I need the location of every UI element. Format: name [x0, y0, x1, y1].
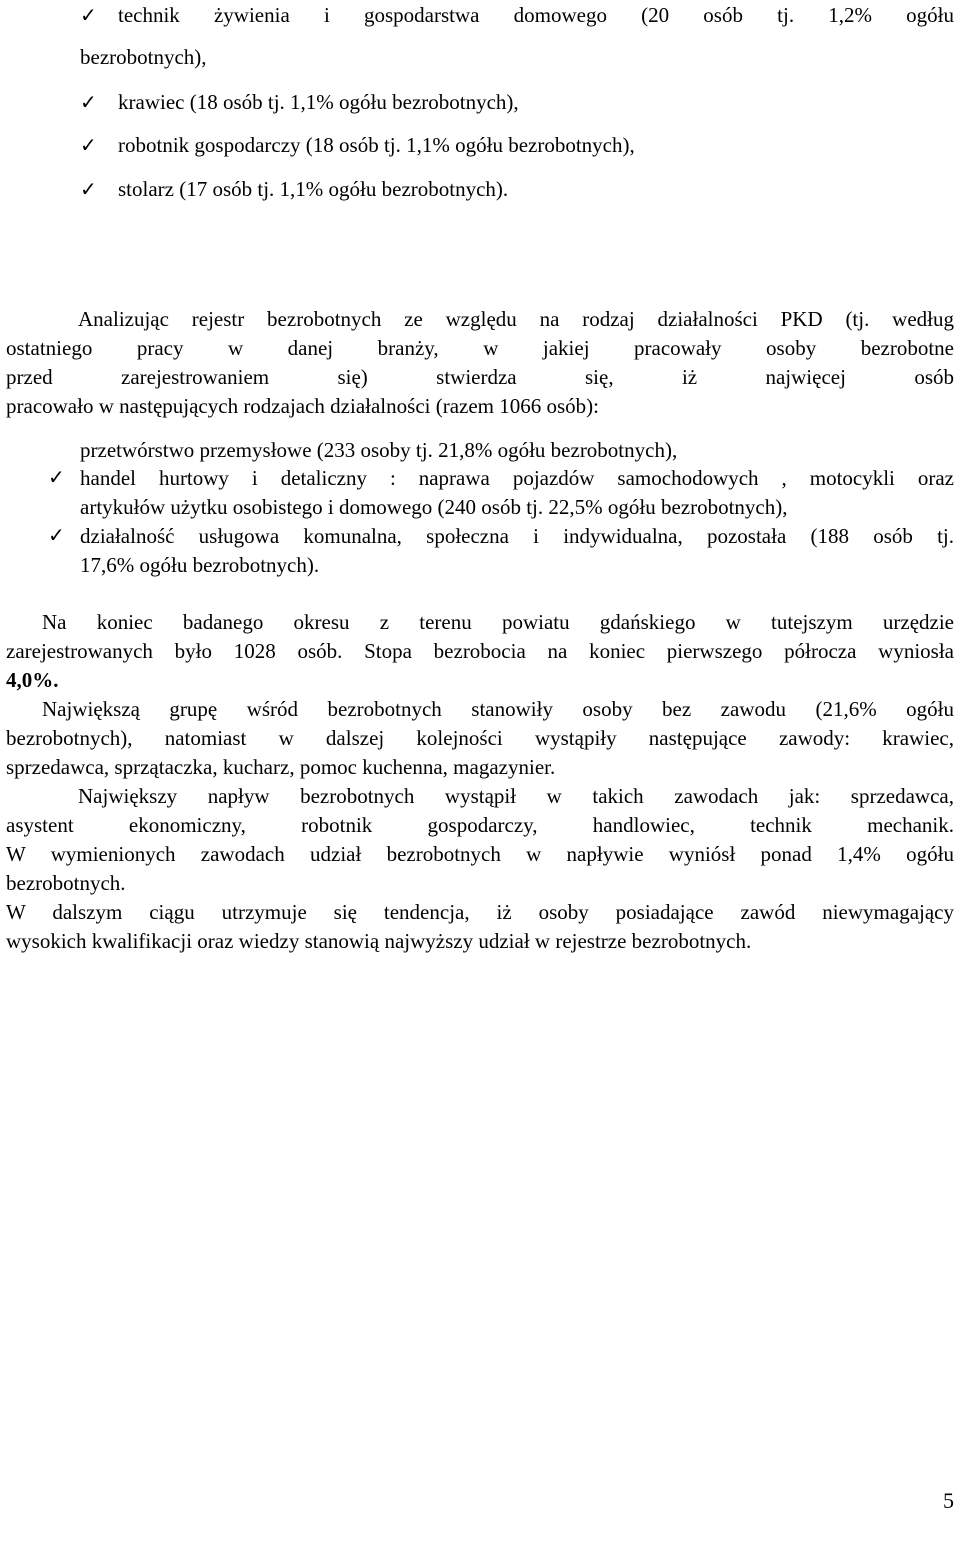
pkd-paragraph-line: pracowało w następujących rodzajach działalności (razem 1066 osób):	[6, 394, 600, 418]
end-period-line: 4,0%.	[6, 668, 59, 692]
bullet-item-technik-cont: bezrobotnych),	[80, 45, 207, 69]
trend-line: W dalszym ciągu utrzymuje się tendencja, iż osoby posiadające zawód niewymagający	[6, 900, 954, 924]
check-icon: ✓	[48, 523, 65, 547]
pkd-item: działalność usługowa komunalna, społeczna i indywidualna, pozostała (188 osób tj.	[80, 524, 954, 548]
bullet-item-stolarz: stolarz (17 osób tj. 1,1% ogółu bezrobotnych).	[118, 177, 509, 201]
group-line: Największą grupę wśród bezrobotnych stanowiły osoby bez zawodu (21,6% ogółu	[42, 697, 954, 721]
inflow-line: Największy napływ bezrobotnych wystąpił w takich zawodach jak: sprzedawca,	[78, 784, 954, 808]
check-icon: ✓	[80, 133, 97, 157]
bullet-item-technik: technik żywienia i gospodarstwa domowego (20 osób tj. 1,2% ogółu	[118, 3, 954, 27]
pkd-item-cont: artykułów użytku osobistego i domowego (240 osób tj. 22,5% ogółu bezrobotnych),	[80, 495, 788, 519]
check-icon: ✓	[48, 465, 65, 489]
pkd-paragraph-line: przed zarejestrowaniem się) stwierdza się, iż najwięcej osób	[6, 365, 954, 389]
check-icon: ✓	[80, 90, 97, 114]
check-icon: ✓	[80, 3, 97, 27]
pkd-item: handel hurtowy i detaliczny : naprawa pojazdów samochodowych , motocykli oraz	[80, 466, 954, 490]
bullet-item-robotnik: robotnik gospodarczy (18 osób tj. 1,1% ogółu bezrobotnych),	[118, 133, 635, 157]
inflow-line: W wymienionych zawodach udział bezrobotnych w napływie wyniósł ponad 1,4% ogółu	[6, 842, 954, 866]
check-icon: ✓	[80, 177, 97, 201]
pkd-item: przetwórstwo przemysłowe (233 osoby tj. 21,8% ogółu bezrobotnych),	[80, 438, 678, 462]
end-period-line: Na koniec badanego okresu z terenu powiatu gdańskiego w tutejszym urzędzie	[42, 610, 954, 634]
pkd-paragraph-line: Analizując rejestr bezrobotnych ze względu na rodzaj działalności PKD (tj. według	[78, 307, 954, 331]
group-line: bezrobotnych), natomiast w dalszej kolejności wystąpiły następujące zawody: krawiec,	[6, 726, 954, 750]
group-line: sprzedawca, sprzątaczka, kucharz, pomoc kuchenna, magazynier.	[6, 755, 556, 779]
trend-line: wysokich kwalifikacji oraz wiedzy stanowią najwyższy udział w rejestrze bezrobotnych.	[6, 929, 752, 953]
page-number: 5	[943, 1488, 954, 1513]
end-period-line: zarejestrowanych było 1028 osób. Stopa bezrobocia na koniec pierwszego półrocza wyniosła	[6, 639, 954, 663]
bullet-item-krawiec: krawiec (18 osób tj. 1,1% ogółu bezrobotnych),	[118, 90, 519, 114]
inflow-line: bezrobotnych.	[6, 871, 126, 895]
pkd-item-cont: 17,6% ogółu bezrobotnych).	[80, 553, 320, 577]
pkd-paragraph-line: ostatniego pracy w danej branży, w jakiej pracowały osoby bezrobotne	[6, 336, 954, 360]
inflow-line: asystent ekonomiczny, robotnik gospodarczy, handlowiec, technik mechanik.	[6, 813, 954, 837]
